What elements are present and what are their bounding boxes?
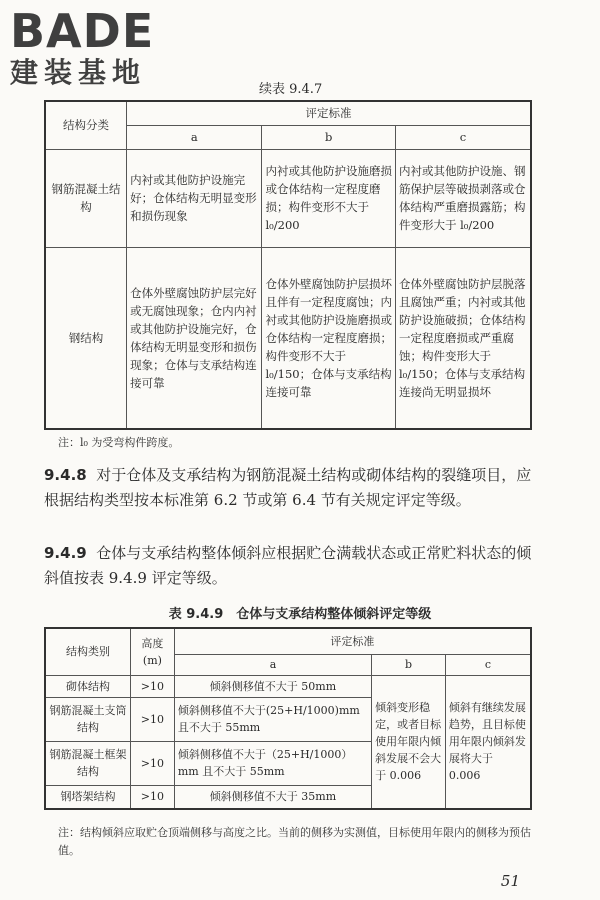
- cell-b: 内衬或其他防护设施磨损或仓体结构一定程度磨损；构件变形不大于 l₀/200: [262, 149, 396, 247]
- table-9-4-9: [44, 627, 532, 810]
- logo-word: BADE: [10, 4, 155, 58]
- header-col-a: a: [174, 654, 371, 675]
- row-height: >10: [130, 697, 174, 741]
- header-criteria: 评定标准: [174, 628, 531, 654]
- header-col-b: b: [372, 654, 446, 675]
- header-category: 结构分类: [45, 101, 127, 149]
- header-col-a: a: [127, 125, 262, 149]
- header-col-c: c: [445, 654, 531, 675]
- row-type: 钢塔架结构: [45, 785, 130, 809]
- clause-number: 9.4.8: [44, 466, 87, 484]
- paragraph-9-4-9: [44, 541, 536, 591]
- logo-subtitle: 建装基地: [10, 56, 147, 89]
- row-height: >10: [130, 785, 174, 809]
- header-type: 结构类别: [45, 628, 130, 675]
- table2-title: 表 9.4.9 仓体与支承结构整体倾斜评定等级: [168, 607, 432, 622]
- table-row: [45, 247, 531, 429]
- cell-b: 仓体外壁腐蚀防护层损坏且伴有一定程度腐蚀；内衬或其他防护设施磨损或仓体结构一定程度磨损；构件变形不大于 l₀/150；仓体与支承结构连接可靠: [262, 247, 396, 429]
- cell-a: 内衬或其他防护设施完好；仓体结构无明显变形和损伤现象: [127, 149, 262, 247]
- row-category: 钢筋混凝土结构: [45, 149, 127, 247]
- table-9-4-7-continued: [44, 100, 532, 430]
- table2-note: 注：结构倾斜应取贮仓顶端侧移与高度之比。当前的侧移为实测值，目标使用年限内的侧移为预估值。: [58, 826, 531, 857]
- header-height: 高度(m): [130, 628, 174, 675]
- row-height: >10: [130, 741, 174, 785]
- table1-title: 续表 9.4.7: [259, 82, 323, 97]
- table-row: [45, 675, 531, 697]
- clause-text: 仓体与支承结构整体倾斜应根据贮仓满载状态或正常贮料状态的倾斜值按表 9.4.9 评定等级。: [44, 544, 532, 587]
- bade-logo: [10, 6, 154, 90]
- row-height: >10: [130, 675, 174, 697]
- cell-a: 倾斜侧移值不大于 50mm: [174, 675, 371, 697]
- table1-note: 注：l₀ 为受弯构件跨度。: [58, 436, 180, 449]
- row-type: 砌体结构: [45, 675, 130, 697]
- clause-text: 对于仓体及支承结构为钢筋混凝土结构或砌体结构的裂缝项目，应根据结构类型按本标准第 6.2 节或第 6.4 节有关规定评定等级。: [44, 466, 532, 509]
- header-col-b: b: [262, 125, 396, 149]
- cell-c: 仓体外壁腐蚀防护层脱落且腐蚀严重；内衬或其他防护设施破损；仓体结构一定程度磨损或严重腐蚀；构件变形大于 l₀/150；仓体与支承结构连接尚无明显损坏: [395, 247, 531, 429]
- cell-b: 倾斜变形稳定，或者目标使用年限内倾斜发展不会大于 0.006: [372, 675, 446, 809]
- row-type: 钢筋混凝土支筒结构: [45, 697, 130, 741]
- header-criteria: 评定标准: [127, 101, 531, 125]
- clause-number: 9.4.9: [44, 544, 87, 562]
- cell-a: 倾斜侧移值不大于(25+H/1000)mm 且不大于 55mm: [174, 697, 371, 741]
- row-category: 钢结构: [45, 247, 127, 429]
- cell-c: 倾斜有继续发展趋势，且目标使用年限内倾斜发展将大于 0.006: [445, 675, 531, 809]
- table-row: [45, 149, 531, 247]
- paragraph-9-4-8: [44, 463, 536, 513]
- cell-a: 仓体外壁腐蚀防护层完好或无腐蚀现象；仓内内衬或其他防护设施完好，仓体结构无明显变形和损伤现象；仓体与支承结构连接可靠: [127, 247, 262, 429]
- cell-a: 倾斜侧移值不大于（25+H/1000）mm 且不大于 55mm: [174, 741, 371, 785]
- cell-a: 倾斜侧移值不大于 35mm: [174, 785, 371, 809]
- page-number: 51: [500, 872, 520, 890]
- header-col-c: c: [395, 125, 531, 149]
- row-type: 钢筋混凝土框架结构: [45, 741, 130, 785]
- cell-c: 内衬或其他防护设施、钢筋保护层等破损剥落或仓体结构严重磨损露筋；构件变形大于 l₀/200: [395, 149, 531, 247]
